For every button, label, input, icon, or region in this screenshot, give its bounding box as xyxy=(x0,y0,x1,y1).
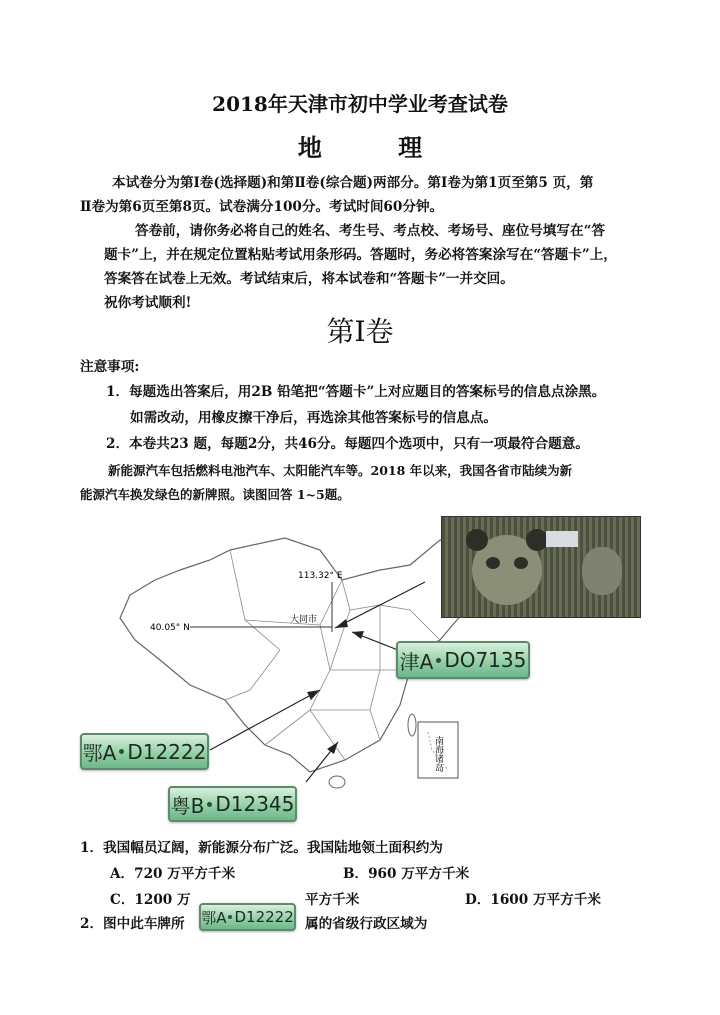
intro-line-1: 本试卷分为第Ⅰ卷(选择题)和第Ⅱ卷(综合题)两部分。第Ⅰ卷为第1页至第5 页，第 xyxy=(112,175,594,191)
plate-guangdong-number: D12345 xyxy=(215,792,295,816)
context-line-2: 能源汽车换发绿色的新牌照。读图回答 1~5题。 xyxy=(80,487,350,502)
plate-hubei-number: D12222 xyxy=(127,739,207,764)
intro-line-2: Ⅱ卷为第6页至第8页。试卷满分100分。考试时间60分钟。 xyxy=(80,199,444,215)
plate-tianjin-prefix: 津A xyxy=(399,649,434,674)
notes-heading: 注意事项: xyxy=(80,359,140,375)
plate-tianjin-number: DO7135 xyxy=(444,648,527,672)
notes-item-2: 2．本卷共23 题，每题2分，共46分。每题四个选项中，只有一项最符合题意。 xyxy=(106,436,589,452)
question-2-plate-number: D12222 xyxy=(234,908,294,926)
question-1-stem: 1．我国幅员辽阔，新能源分布广泛。我国陆地领土面积约为 xyxy=(80,840,443,856)
question-1-option-a: A．720 万平方千米 xyxy=(110,866,236,882)
plate-dot xyxy=(228,915,232,919)
volume-title: 第Ⅰ卷 xyxy=(326,315,394,348)
question-1-option-d: D．1600 万平方千米 xyxy=(465,892,601,908)
intro-line-3: 答卷前，请你务必将自己的姓名、考生号、考点校、考场号、座位号填写在“答 xyxy=(135,223,606,239)
notes-item-1a: 1．每题选出答案后，用2B 铅笔把“答题卡”上对应题目的答案标号的信息点涂黑。 xyxy=(106,384,606,400)
question-2-stem-part1: 2．图中此车牌所 xyxy=(80,916,185,932)
latitude-label: 40.05° N xyxy=(150,623,190,633)
intro-line-4: 题卡”上，并在规定位置粘贴考试用条形码。答题时，务必将答案涂写在“答题卡”上， xyxy=(104,247,617,263)
question-1-option-c-part1: C．1200 万 xyxy=(110,892,191,908)
hainan-island xyxy=(329,776,345,788)
taiwan-island xyxy=(408,714,416,736)
plate-tianjin xyxy=(396,641,530,679)
inset-label: 南海诸岛 xyxy=(433,736,443,772)
notes-item-1b: 如需改动，用橡皮擦干净后，再选涂其他答案标号的信息点。 xyxy=(130,410,498,426)
plate-hubei-prefix: 鄂A xyxy=(82,741,117,765)
intro-line-5: 答案答在试卷上无效。考试结束后，将本试卷和“答题卡”一并交回。 xyxy=(104,271,514,287)
question-2-stem-part2: 属的省级行政区域为 xyxy=(305,916,428,932)
plate-dot xyxy=(436,658,441,663)
subject-title: 地 理 xyxy=(297,133,457,162)
plate-hubei xyxy=(80,733,209,770)
question-1-option-b: B．960 万平方千米 xyxy=(343,866,470,882)
panda-solar-farm-photo xyxy=(441,516,641,618)
plate-dot xyxy=(207,802,212,807)
question-2-plate-prefix: 鄂A xyxy=(201,908,227,927)
question-2-plate xyxy=(199,903,296,931)
context-line-1: 新能源汽车包括燃料电池汽车、太阳能汽车等。2018 年以来，我国各省市陆续为新 xyxy=(108,463,573,478)
intro-line-6: 祝你考试顺利! xyxy=(104,295,192,311)
longitude-label: 113.32° E xyxy=(298,571,343,581)
plate-dot xyxy=(119,749,124,754)
plate-guangdong xyxy=(168,786,297,822)
question-1-option-c-part2: 平方千米 xyxy=(305,892,360,908)
plate-guangdong-prefix: 粤B xyxy=(170,793,205,818)
city-label: 大同市 xyxy=(290,615,318,625)
exam-title: 2018年天津市初中学业考查试卷 xyxy=(212,92,508,116)
